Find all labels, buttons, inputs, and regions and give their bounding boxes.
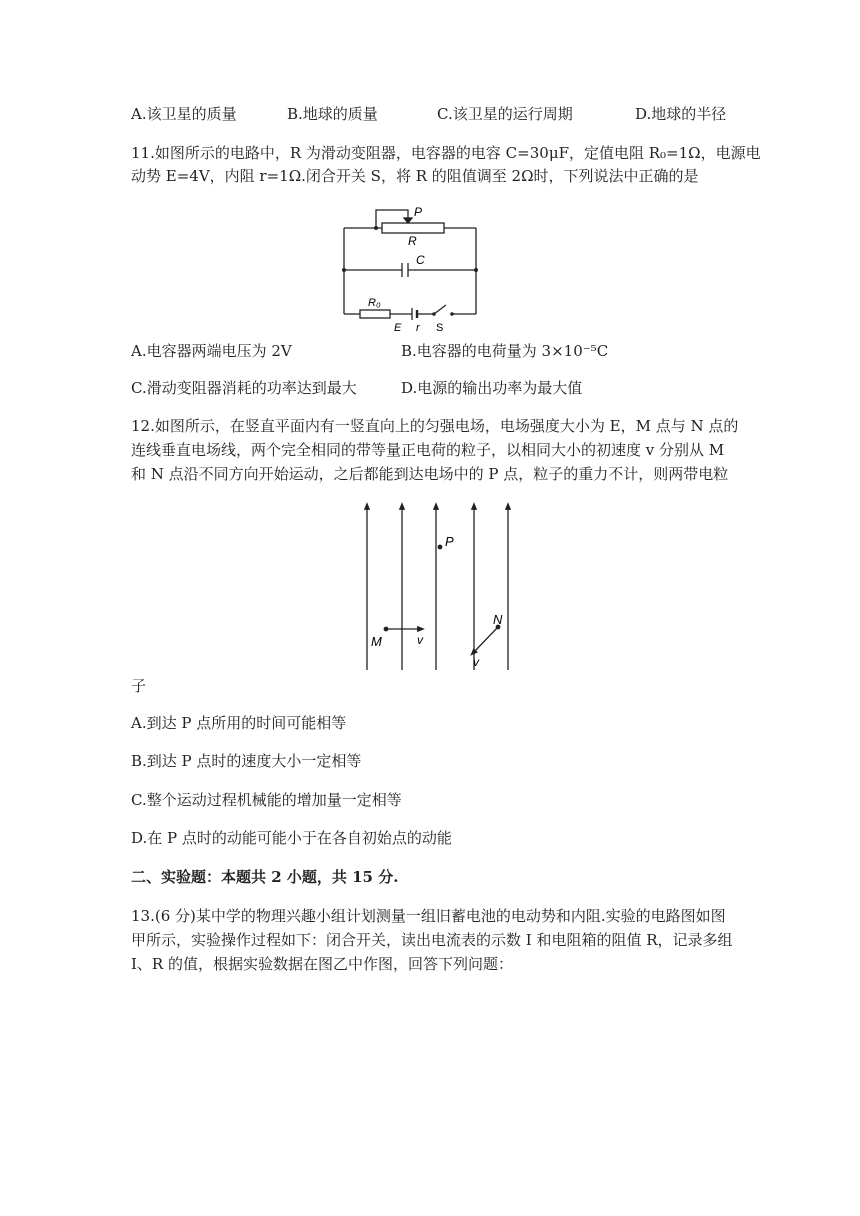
label-S: S xyxy=(436,322,444,334)
resistor-R0 xyxy=(360,310,390,318)
q10-option-b: B.地球的质量 xyxy=(287,105,378,123)
label-E: E xyxy=(394,322,402,334)
q12-field-diagram xyxy=(355,500,525,672)
q11-option-d: D.电源的输出功率为最大值 xyxy=(401,379,583,397)
label-v-N: v xyxy=(473,655,479,669)
q12-stem-line2: 连线垂直电场线，两个完全相同的带等量正电荷的粒子，以相同大小的初速度 v 分别从 M xyxy=(131,441,725,459)
q11-circuit-diagram xyxy=(336,200,486,340)
q11-option-b: B.电容器的电荷量为 3×10⁻⁵C xyxy=(401,342,609,360)
rheostat-R xyxy=(382,223,444,233)
q11-stem-line2: 动势 E=4V，内阻 r=1Ω.闭合开关 S，将 R 的阻值调至 2Ω时，下列说法中正确的是 xyxy=(131,167,699,185)
q11-option-a: A.电容器两端电压为 2V xyxy=(131,342,292,360)
label-P: P xyxy=(414,205,423,219)
q12-option-a: A.到达 P 点所用的时间可能相等 xyxy=(131,714,347,732)
label-C: C xyxy=(416,253,425,267)
q11-stem-line1: 11.如图所示的电路中，R 为滑动变阻器，电容器的电容 C=30μF，定值电阻 R₀=1Ω，电源电 xyxy=(131,144,761,162)
q12-stem-line3: 和 N 点沿不同方向开始运动，之后都能到达电场中的 P 点，粒子的重力不计，则两带电粒 xyxy=(131,465,729,483)
label-M: M xyxy=(371,634,382,649)
label-v-M: v xyxy=(417,633,423,647)
label-r: r xyxy=(416,322,420,334)
q10-option-a: A.该卫星的质量 xyxy=(131,105,237,123)
label-R: R xyxy=(408,234,417,248)
section2-title: 二、实验题：本题共 2 小题，共 15 分. xyxy=(131,868,399,886)
label-P: P xyxy=(445,534,454,549)
q13-stem-line3: I、R 的值，根据实验数据在图乙中作图，回答下列问题： xyxy=(131,955,513,973)
q11-option-c: C.滑动变阻器消耗的功率达到最大 xyxy=(131,379,357,397)
label-R0: R₀ xyxy=(368,297,381,309)
q13-stem-line1: 13.(6 分)某中学的物理兴趣小组计划测量一组旧蓄电池的电动势和内阻.实验的电路图如图 xyxy=(131,907,726,925)
q10-option-c: C.该卫星的运行周期 xyxy=(437,105,573,123)
q12-stem-line1: 12.如图所示，在竖直平面内有一竖直向上的匀强电场，电场强度大小为 E，M 点与 N 点的 xyxy=(131,417,739,435)
q10-option-d: D.地球的半径 xyxy=(635,105,727,123)
q13-stem-line2: 甲所示，实验操作过程如下：闭合开关，读出电流表的示数 I 和电阻箱的阻值 R，记录多组 xyxy=(131,931,733,949)
label-N: N xyxy=(493,612,503,627)
q12-option-d: D.在 P 点时的动能可能小于在各自初始点的动能 xyxy=(131,829,452,847)
q12-option-c: C.整个运动过程机械能的增加量一定相等 xyxy=(131,791,402,809)
q12-option-b: B.到达 P 点时的速度大小一定相等 xyxy=(131,752,362,770)
q12-stem-line4: 子 xyxy=(131,677,147,695)
